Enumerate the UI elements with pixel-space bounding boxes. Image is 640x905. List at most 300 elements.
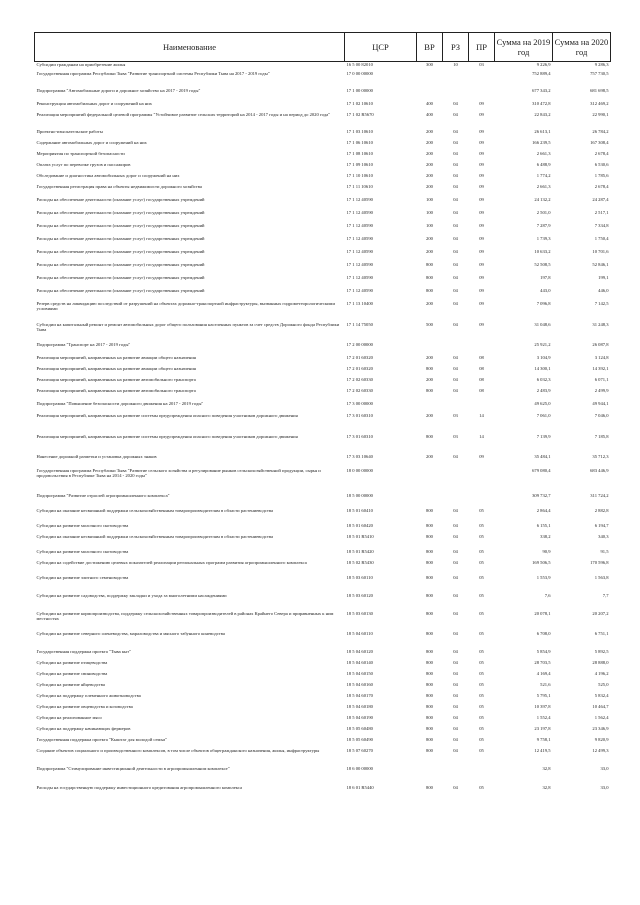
table-row xyxy=(35,151,611,162)
cell-sum-2019: 32,8 xyxy=(542,765,551,771)
cell-sum-2020: 26 784,2 xyxy=(592,128,609,134)
cell-csr: 17 1 09 10610 xyxy=(346,161,373,167)
cell-sum-2020: 10 464,7 xyxy=(592,703,609,709)
cell-csr: 17 1 12 40590 xyxy=(346,261,373,267)
cell-sum-2019: 197,8 xyxy=(540,274,551,280)
cell-vr: 200 xyxy=(426,300,433,306)
cell-csr: 18 6 01 R5440 xyxy=(346,784,374,790)
cell-sum-2019: 1 739,3 xyxy=(536,235,551,241)
cell-vr: 200 xyxy=(426,139,433,145)
cell-csr: 17 1 12 40590 xyxy=(346,209,373,215)
table-row xyxy=(35,366,611,377)
cell-sum-2020: 26 087,8 xyxy=(592,341,609,347)
cell-sum-2019: 1 774,2 xyxy=(536,172,551,178)
cell-sum-2019: 2 501,0 xyxy=(536,209,551,215)
cell-vr: 200 xyxy=(426,172,433,178)
cell-pr: 05 xyxy=(479,559,484,565)
cell-vr: 800 xyxy=(426,659,433,665)
cell-name: Субсидии на развитие северного оленеводства, мараловодства и мясного табунного коневодства xyxy=(36,630,225,636)
cell-vr: 200 xyxy=(426,128,433,134)
cell-pr: 05 xyxy=(479,610,484,616)
cell-name: Расходы на обеспечение деятельности (оказание услуг) государственных учреждений xyxy=(36,222,205,228)
cell-sum-2020: 7 334,8 xyxy=(594,222,609,228)
table-row xyxy=(35,355,611,366)
table-row xyxy=(35,682,611,693)
cell-sum-2019: 90,9 xyxy=(542,548,551,554)
cell-rz: 04 xyxy=(453,681,458,687)
cell-name: Расходы на обеспечение деятельности (оказание услуг) государственных учреждений xyxy=(36,196,205,202)
cell-name: Государственная поддержка проекта "Тыва кыт" xyxy=(36,648,132,654)
cell-rz: 04 xyxy=(453,235,458,241)
cell-sum-2020: 757 730,5 xyxy=(590,70,609,76)
cell-csr: 18 5 01 R5410 xyxy=(346,533,374,539)
cell-name: Государственная программа Республики Тыва "Развитие транспортной системы Республики Тыва на 2017 - 2019 годы" xyxy=(36,70,270,76)
header-sum-2019: Сумма на 2019 год xyxy=(495,33,553,62)
table-row xyxy=(35,671,611,682)
cell-rz: 04 xyxy=(453,714,458,720)
cell-pr: 05 xyxy=(479,703,484,709)
cell-rz: 04 xyxy=(453,287,458,293)
cell-sum-2020: 9 286,3 xyxy=(594,62,609,67)
table-row xyxy=(35,129,611,140)
cell-sum-2020: 3 124,8 xyxy=(594,354,609,360)
cell-csr: 18 5 04 60120 xyxy=(346,648,373,654)
cell-sum-2020: 446,0 xyxy=(598,287,609,293)
cell-rz: 04 xyxy=(453,321,458,327)
table-row xyxy=(35,262,611,275)
cell-name: Реализация мероприятий, направленных на развитие системы предупреждения опасного поведения участников дорожного движения xyxy=(36,433,298,439)
cell-sum-2019: 22 843,2 xyxy=(534,111,551,117)
table-row xyxy=(35,401,611,413)
cell-sum-2019: 7,6 xyxy=(544,592,551,598)
cell-pr: 09 xyxy=(479,128,484,134)
cell-csr: 18 5 04 60190 xyxy=(346,714,373,720)
cell-rz: 04 xyxy=(453,559,458,565)
cell-name: Субсидии на развитие кормопроизводства, поддержку сельскохозяйственных товаропроизводителей в районах Крайнего Севера и приравненных к ним местностях xyxy=(36,610,334,621)
cell-pr: 05 xyxy=(479,533,484,539)
cell-pr: 05 xyxy=(479,574,484,580)
table-row xyxy=(35,660,611,671)
cell-csr: 17 3 00 00000 xyxy=(346,400,373,406)
cell-vr: 800 xyxy=(426,533,433,539)
cell-sum-2019: 12 419,5 xyxy=(534,747,551,753)
cell-sum-2020: 167 308,4 xyxy=(590,139,609,145)
cell-name: Реализация мероприятий, направленных на развитие автомобильного транспорта xyxy=(36,376,196,382)
cell-sum-2020: 20 207,2 xyxy=(592,610,609,616)
cell-rz xyxy=(443,88,469,101)
cell-vr: 100 xyxy=(426,196,433,202)
cell-csr: 17 0 00 00000 xyxy=(346,70,373,76)
cell-csr: 17 1 12 40590 xyxy=(346,235,373,241)
cell-csr: 18 5 00 00000 xyxy=(346,492,373,498)
cell-vr: 800 xyxy=(426,747,433,753)
cell-name: Субсидии на развитие птицеводства xyxy=(36,659,108,665)
cell-vr xyxy=(417,493,443,508)
cell-sum-2020: 22 990,1 xyxy=(592,111,609,117)
cell-rz: 04 xyxy=(453,533,458,539)
cell-sum-2020: 311 724,2 xyxy=(590,492,609,498)
table-row xyxy=(35,140,611,151)
cell-rz: 04 xyxy=(453,736,458,742)
cell-rz: 04 xyxy=(453,387,458,393)
cell-sum-2019: 443,0 xyxy=(540,287,551,293)
cell-name: Субсидии на реализованное мясо xyxy=(36,714,102,720)
table-row xyxy=(35,575,611,593)
cell-pr: 05 xyxy=(479,692,484,698)
table-row xyxy=(35,342,611,355)
cell-pr: 08 xyxy=(479,387,484,393)
cell-name: Субсидии на развитие яйцеводства xyxy=(36,681,105,687)
cell-name: Расходы на обеспечение деятельности (оказание услуг) государственных учреждений xyxy=(36,235,205,241)
cell-vr: 800 xyxy=(426,610,433,616)
cell-sum-2020: 7 185,8 xyxy=(594,433,609,439)
cell-sum-2020: 9 820,9 xyxy=(594,736,609,742)
cell-pr: 09 xyxy=(479,172,484,178)
cell-rz: 04 xyxy=(453,300,458,306)
cell-csr: 17 1 12 40590 xyxy=(346,287,373,293)
cell-name: Расходы на государственную поддержку инвестиционного кредитования агропромышленного комплекса xyxy=(36,784,243,790)
cell-rz: 04 xyxy=(453,659,458,665)
cell-csr: 18 5 05 60490 xyxy=(346,736,373,742)
cell-name: Реализация мероприятий, направленных на развитие системы предупреждения опасного поведения участников дорожного движения xyxy=(36,412,298,418)
budget-table-page xyxy=(34,32,610,800)
cell-pr: 05 xyxy=(479,507,484,513)
cell-csr: 17 1 02 10610 xyxy=(346,100,373,106)
cell-sum-2019: 752 889,4 xyxy=(532,70,551,76)
cell-name: Реконструкция автомобильных дорог и сооружений на них xyxy=(36,100,152,106)
cell-csr: 18 5 01 60420 xyxy=(346,522,373,528)
cell-vr: 200 xyxy=(426,235,433,241)
cell-vr: 500 xyxy=(426,321,433,327)
cell-pr: 05 xyxy=(479,630,484,636)
cell-name: Резерв средств на ликвидацию последствий от разрушений на объектах дорожно-транспортной инфраструктуры, вызванных гидрометеорологическими условиями xyxy=(36,300,335,311)
table-row xyxy=(35,611,611,631)
cell-sum-2020: 6 751,1 xyxy=(594,630,609,636)
cell-sum-2019: 25 921,2 xyxy=(534,341,551,347)
cell-vr: 800 xyxy=(426,703,433,709)
cell-sum-2020: 6 194,7 xyxy=(594,522,609,528)
cell-vr: 200 xyxy=(426,354,433,360)
table-row xyxy=(35,704,611,715)
cell-sum-2019: 6 488,9 xyxy=(536,161,551,167)
cell-vr: 800 xyxy=(426,433,433,439)
cell-sum-2020: 1 750,4 xyxy=(594,235,609,241)
cell-csr: 18 5 01 60410 xyxy=(346,507,373,513)
cell-csr: 18 5 03 60130 xyxy=(346,610,373,616)
cell-rz: 04 xyxy=(453,548,458,554)
cell-sum-2020: 2 678,4 xyxy=(594,183,609,189)
cell-name: Проектно-изыскательские работы xyxy=(36,128,103,134)
cell-vr: 800 xyxy=(426,387,433,393)
cell-sum-2020: 7 046,0 xyxy=(594,412,609,418)
cell-pr: 14 xyxy=(479,412,484,418)
cell-name: Субсидии на развитие молочного скотоводства xyxy=(36,548,129,554)
cell-csr: 18 5 07 60270 xyxy=(346,747,373,753)
cell-csr: 18 5 04 60140 xyxy=(346,659,373,665)
table-row xyxy=(35,184,611,197)
cell-name: Расходы на обеспечение деятельности (оказание услуг) государственных учреждений xyxy=(36,248,205,254)
cell-csr: 17 1 10 10610 xyxy=(346,172,373,178)
cell-sum-2020: 35 712,3 xyxy=(592,453,609,459)
cell-csr: 17 1 12 40590 xyxy=(346,196,373,202)
cell-rz: 04 xyxy=(453,630,458,636)
cell-name: Подпрограмма "Повышение безопасности дорожного движения на 2017 - 2019 годы" xyxy=(36,400,204,406)
cell-sum-2019: 7 287,9 xyxy=(536,222,551,228)
cell-sum-2020: 10 701,6 xyxy=(592,248,609,254)
cell-sum-2020: 33,0 xyxy=(600,765,609,771)
cell-pr: 05 xyxy=(479,736,484,742)
cell-csr: 17 2 01 60320 xyxy=(346,354,373,360)
cell-vr: 800 xyxy=(426,507,433,513)
cell-rz xyxy=(443,342,469,355)
cell-sum-2019: 24 132,2 xyxy=(534,196,551,202)
table-row xyxy=(35,249,611,262)
table-body xyxy=(35,62,611,800)
table-row xyxy=(35,112,611,129)
cell-pr: 08 xyxy=(479,376,484,382)
cell-name: Создание объектов социального и производственного комплексов, в том числе объектов общегражданского назначения, жилья, инфраструктуры xyxy=(36,747,320,753)
cell-sum-2019: 679 080,4 xyxy=(532,467,551,473)
cell-name: Содержание автомобильных дорог и сооружений на них xyxy=(36,139,147,145)
cell-name: Субсидии на развитие элитного семеноводства xyxy=(36,574,129,580)
cell-vr: 100 xyxy=(426,209,433,215)
cell-pr: 05 xyxy=(479,659,484,665)
cell-rz: 04 xyxy=(453,222,458,228)
cell-pr: 09 xyxy=(479,321,484,327)
table-row xyxy=(35,62,611,71)
cell-sum-2019: 2 661,3 xyxy=(536,150,551,156)
table-row xyxy=(35,715,611,726)
cell-name: Подпрограмма "Развитие отраслей агропромышленного комплекса" xyxy=(36,492,170,498)
cell-name: Расходы на обеспечение деятельности (оказание услуг) государственных учреждений xyxy=(36,261,205,267)
cell-rz: 04 xyxy=(453,248,458,254)
cell-sum-2020: 2 499,9 xyxy=(594,387,609,393)
cell-pr: 09 xyxy=(479,453,484,459)
cell-vr: 800 xyxy=(426,559,433,565)
cell-sum-2020: 1 562,4 xyxy=(594,714,609,720)
cell-rz: 04 xyxy=(453,196,458,202)
cell-vr: 800 xyxy=(426,692,433,698)
cell-pr: 09 xyxy=(479,209,484,215)
cell-name: Субсидии на развитие свиноводства xyxy=(36,670,108,676)
cell-rz: 04 xyxy=(453,522,458,528)
cell-vr: 200 xyxy=(426,376,433,382)
cell-sum-2019: 9 758,1 xyxy=(536,736,551,742)
cell-vr: 800 xyxy=(426,261,433,267)
cell-sum-2020: 199,1 xyxy=(598,274,609,280)
cell-name: Расходы на обеспечение деятельности (оказание услуг) государственных учреждений xyxy=(36,274,205,280)
table-row xyxy=(35,275,611,288)
cell-csr: 18 5 04 60180 xyxy=(346,703,373,709)
table-row xyxy=(35,560,611,575)
cell-csr: 18 5 04 60170 xyxy=(346,692,373,698)
cell-csr: 17 1 08 10610 xyxy=(346,150,373,156)
cell-name: Обследование и диагностика автомобильных дорог и сооружений на них xyxy=(36,172,180,178)
cell-name: Государственная регистрация права на объекты недвижимости дорожного хозяйства xyxy=(36,183,202,189)
cell-sum-2020: 683 446,9 xyxy=(590,467,609,473)
cell-csr: 18 5 04 60150 xyxy=(346,670,373,676)
cell-sum-2019: 32,8 xyxy=(542,784,551,790)
cell-rz: 04 xyxy=(453,453,458,459)
cell-sum-2019: 14 300,1 xyxy=(534,365,551,371)
cell-sum-2020: 5 892,5 xyxy=(594,648,609,654)
cell-name: Подпрограмма "Стимулирование инвестиционной деятельности в агропромышленном комплексе" xyxy=(36,765,230,771)
table-row xyxy=(35,210,611,223)
cell-rz: 04 xyxy=(453,703,458,709)
cell-sum-2019: 2 661,3 xyxy=(536,183,551,189)
cell-vr: 800 xyxy=(426,630,433,636)
cell-vr: 800 xyxy=(426,714,433,720)
cell-rz: 04 xyxy=(453,128,458,134)
cell-sum-2019: 31 048,6 xyxy=(534,321,551,327)
cell-name: Субсидии на развитие овцеводства и козоводства xyxy=(36,703,133,709)
cell-rz: 04 xyxy=(453,670,458,676)
cell-name: Реализация мероприятий, направленных на развитие авиации общего назначения xyxy=(36,365,196,371)
table-header-row xyxy=(35,33,611,62)
cell-name: Государственная поддержка проекта "Кыштаг для молодой семьи" xyxy=(36,736,167,742)
cell-name: Расходы на обеспечение деятельности (оказание услуг) государственных учреждений xyxy=(36,209,205,215)
cell-vr: 200 xyxy=(426,453,433,459)
cell-sum-2019: 6 155,1 xyxy=(536,522,551,528)
cell-sum-2019: 10 633,2 xyxy=(534,248,551,254)
cell-vr: 200 xyxy=(426,183,433,189)
cell-sum-2019: 26 613,1 xyxy=(534,128,551,134)
cell-vr: 800 xyxy=(426,648,433,654)
cell-vr: 300 xyxy=(426,62,433,67)
cell-pr: 09 xyxy=(479,261,484,267)
cell-pr: 08 xyxy=(479,354,484,360)
cell-sum-2019: 677 343,2 xyxy=(532,87,551,93)
table-row xyxy=(35,88,611,101)
cell-name: Нанесение дорожной разметки и установка дорожных знаков xyxy=(36,453,157,459)
cell-rz: 04 xyxy=(453,274,458,280)
cell-rz: 04 xyxy=(453,111,458,117)
cell-name: Субсидии на развитие садоводства, поддержку закладки и ухода за многолетними насаждениями xyxy=(36,592,227,598)
cell-sum-2019: 2 864,4 xyxy=(536,507,551,513)
cell-sum-2020: 1 563,8 xyxy=(594,574,609,580)
cell-rz: 04 xyxy=(453,161,458,167)
table-row xyxy=(35,434,611,454)
table-row xyxy=(35,162,611,173)
cell-sum-2019: 169 506,5 xyxy=(532,559,551,565)
cell-name: Реализация мероприятий федеральной целевой программы "Устойчивое развитие сельских территорий на 2014 - 2017 годы и на период до 2020 года" xyxy=(36,111,331,117)
table-row xyxy=(35,508,611,523)
cell-name: Субсидии на содействие достижению целевых показателей реализации региональных программ развития агропромышленного комплекса xyxy=(36,559,307,565)
cell-sum-2020: 4 196,2 xyxy=(594,670,609,676)
cell-sum-2020: 5 832,4 xyxy=(594,692,609,698)
cell-vr xyxy=(417,401,443,413)
cell-sum-2019: 1 553,9 xyxy=(536,574,551,580)
table-row xyxy=(35,288,611,301)
cell-sum-2019: 1 552,4 xyxy=(536,714,551,720)
cell-rz xyxy=(443,493,469,508)
cell-name: Оплата услуг по перевозке грузов и пассажиров xyxy=(36,161,131,167)
cell-sum-2020: 7 142,5 xyxy=(594,300,609,306)
cell-name: Субсидии на развитие молочного скотоводства xyxy=(36,522,129,528)
cell-rz: 04 xyxy=(453,150,458,156)
cell-sum-2020: 91,5 xyxy=(600,548,609,554)
cell-pr: 09 xyxy=(479,248,484,254)
cell-rz: 04 xyxy=(453,376,458,382)
cell-sum-2019: 5 854,9 xyxy=(536,648,551,654)
cell-vr xyxy=(417,88,443,101)
cell-sum-2019: 35 484,1 xyxy=(534,453,551,459)
cell-csr: 18 5 02 R5430 xyxy=(346,559,374,565)
cell-sum-2019: 9 226,9 xyxy=(536,62,551,67)
cell-csr: 18 6 00 00000 xyxy=(346,765,373,771)
cell-csr: 17 1 03 10610 xyxy=(346,128,373,134)
table-row xyxy=(35,322,611,342)
cell-sum-2019: 7 061,0 xyxy=(536,412,551,418)
cell-pr: 09 xyxy=(479,150,484,156)
cell-csr: 17 1 14 75050 xyxy=(346,321,373,327)
cell-rz: 04 xyxy=(453,507,458,513)
cell-csr: 17 1 06 10610 xyxy=(346,139,373,145)
cell-csr: 17 1 12 40590 xyxy=(346,248,373,254)
cell-csr: 18 0 00 00000 xyxy=(346,467,373,473)
cell-vr xyxy=(417,468,443,493)
cell-sum-2019: 28 703,5 xyxy=(534,659,551,665)
cell-csr: 17 1 11 10610 xyxy=(346,183,373,189)
cell-pr xyxy=(469,468,495,493)
cell-pr: 05 xyxy=(479,648,484,654)
cell-pr: 09 xyxy=(479,100,484,106)
cell-vr: 200 xyxy=(426,150,433,156)
cell-sum-2019: 521,6 xyxy=(540,681,551,687)
cell-vr xyxy=(417,766,443,785)
table-row xyxy=(35,649,611,660)
table-row xyxy=(35,223,611,236)
cell-name: Реализация мероприятий, направленных на развитие автомобильного транспорта xyxy=(36,387,196,393)
table-row xyxy=(35,454,611,468)
cell-vr: 800 xyxy=(426,670,433,676)
cell-pr: 05 xyxy=(479,548,484,554)
cell-rz xyxy=(443,401,469,413)
cell-csr: 17 1 12 40590 xyxy=(346,274,373,280)
table-row xyxy=(35,388,611,401)
cell-pr: 05 xyxy=(479,681,484,687)
cell-sum-2019: 166 239,5 xyxy=(532,139,551,145)
cell-vr: 800 xyxy=(426,522,433,528)
budget-table xyxy=(34,32,611,800)
cell-vr: 800 xyxy=(426,725,433,731)
cell-rz: 03 xyxy=(453,433,458,439)
cell-pr: 08 xyxy=(479,365,484,371)
cell-pr: 09 xyxy=(479,111,484,117)
cell-name: Субсидии на оказание несвязанной поддержки сельскохозяйственным товаропроизводителям в области растениеводства xyxy=(36,533,273,539)
cell-pr: 05 xyxy=(479,725,484,731)
table-row xyxy=(35,748,611,766)
cell-name: Субсидии гражданам на приобретение жилья xyxy=(36,62,126,67)
table-row xyxy=(35,413,611,434)
table-row xyxy=(35,197,611,210)
cell-rz: 04 xyxy=(453,354,458,360)
cell-sum-2019: 3 104,9 xyxy=(536,354,551,360)
cell-vr: 400 xyxy=(426,100,433,106)
cell-pr xyxy=(469,766,495,785)
cell-pr: 09 xyxy=(479,287,484,293)
table-row xyxy=(35,236,611,249)
cell-rz: 04 xyxy=(453,172,458,178)
cell-rz: 04 xyxy=(453,574,458,580)
cell-name: Реализация мероприятий, направленных на развитие авиации общего назначения xyxy=(36,354,196,360)
cell-sum-2020: 52 846,1 xyxy=(592,261,609,267)
table-row xyxy=(35,71,611,88)
cell-vr: 200 xyxy=(426,412,433,418)
cell-pr: 09 xyxy=(479,183,484,189)
cell-sum-2019: 309 732,7 xyxy=(532,492,551,498)
cell-csr: 17 2 01 60320 xyxy=(346,365,373,371)
